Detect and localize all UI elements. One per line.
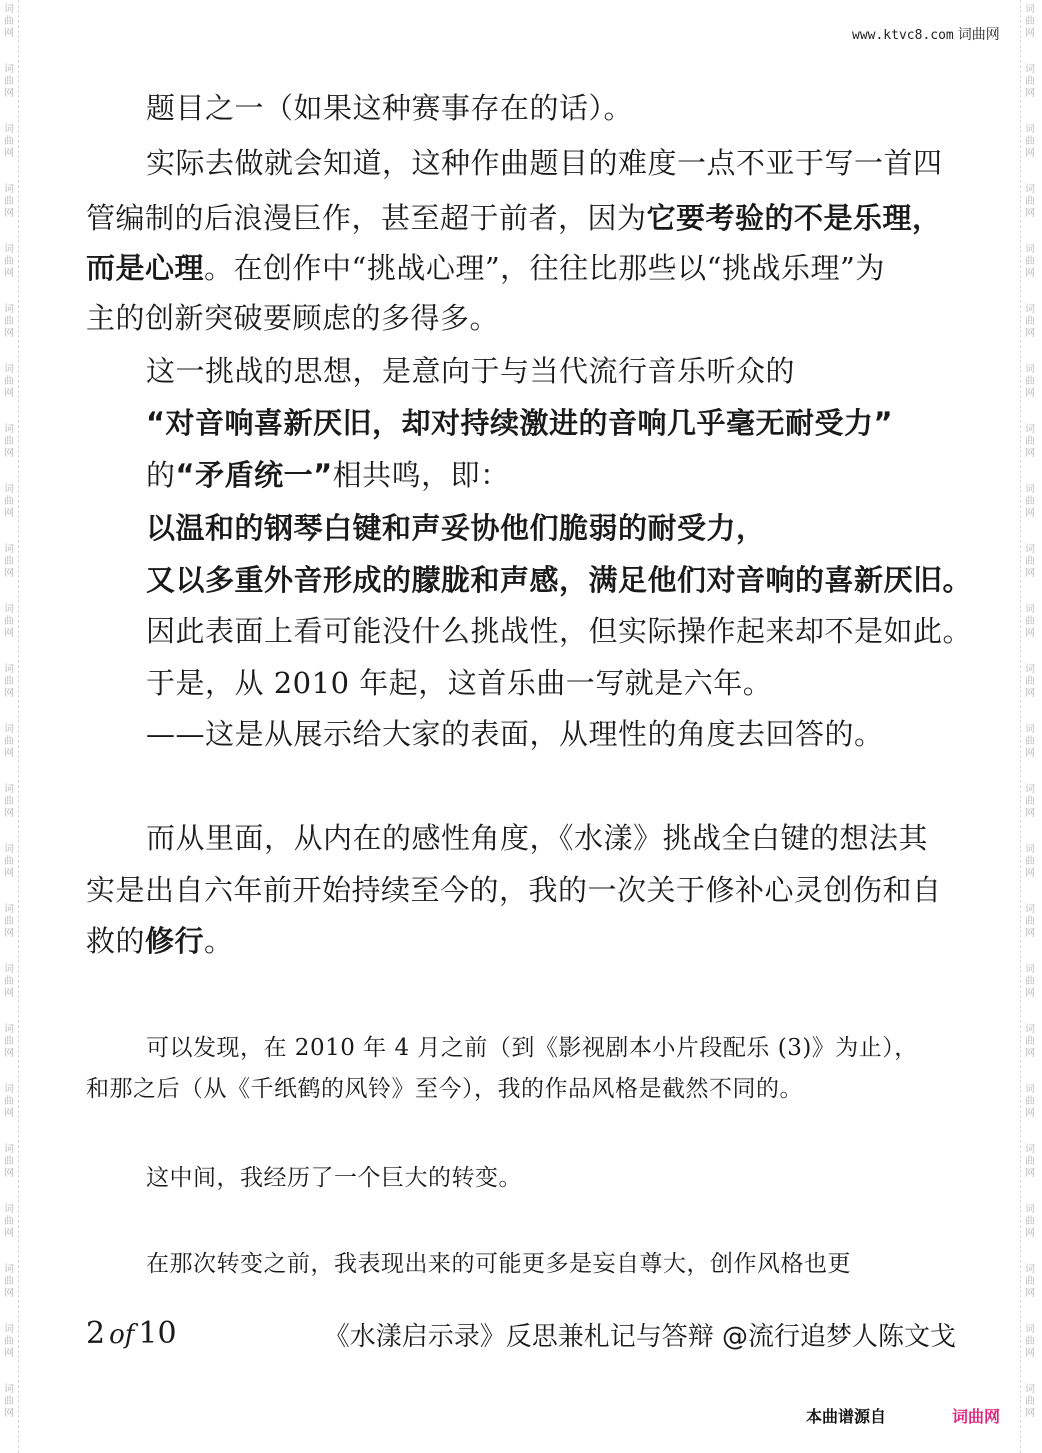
text-line: 以温和的钢琴白键和声妥协他们脆弱的耐受力， [146, 511, 766, 545]
watermark-text: 词曲网 [1025, 784, 1035, 819]
watermark-text: 词曲网 [1025, 1324, 1035, 1359]
text-segment: 管编制的后浪漫巨作，甚至超于前者，因为 [86, 201, 647, 235]
watermark-text: 词曲网 [4, 424, 14, 459]
text-segment: 。 [204, 924, 234, 958]
emphasis-text: “矛盾统一” [175, 458, 333, 492]
text-line: 而从里面，从内在的感性角度，《水漾》挑战全白键的想法其 [146, 821, 929, 855]
watermark-text: 词曲网 [4, 1264, 14, 1299]
header-site-name: 词曲网 [957, 27, 1000, 43]
header-site-mark [852, 24, 1017, 44]
watermark-text: 词曲网 [1025, 904, 1035, 939]
header-site-url: www.ktvc8.com [852, 28, 954, 43]
watermark-text: 词曲网 [4, 4, 14, 39]
text-line [86, 921, 960, 961]
watermark-text: 词曲网 [4, 1024, 14, 1059]
text-line: 实际去做就会知道，这种作曲题目的难度一点不亚于写一首四 [146, 146, 943, 180]
text-segment: 。在创作中“挑战心理”，往往比那些以“挑战乐理”为 [204, 251, 885, 285]
watermark-text: 词曲网 [4, 784, 14, 819]
watermark-text: 词曲网 [1025, 544, 1035, 579]
watermark-text: 词曲网 [1025, 664, 1035, 699]
watermark-text: 词曲网 [4, 724, 14, 759]
text-line: 这中间，我经历了一个巨大的转变。 [146, 1165, 522, 1191]
text-line: 主的创新突破要顾虑的多得多。 [86, 301, 500, 335]
watermark-text: 词曲网 [1025, 184, 1035, 219]
watermark-text: 词曲网 [4, 184, 14, 219]
watermark-text: 词曲网 [1025, 604, 1035, 639]
watermark-text: 词曲网 [1025, 364, 1035, 399]
watermark-text: 词曲网 [4, 244, 14, 279]
watermark-text: 词曲网 [4, 544, 14, 579]
page-number [86, 1316, 177, 1351]
watermark-text: 词曲网 [1025, 484, 1035, 519]
watermark-text: 词曲网 [1025, 1384, 1035, 1419]
watermark-text: 词曲网 [1025, 1264, 1035, 1299]
watermark-text: 词曲网 [4, 964, 14, 999]
text-segment: 救的 [86, 924, 146, 958]
watermark-text: 词曲网 [1025, 724, 1035, 759]
watermark-text: 词曲网 [1025, 1144, 1035, 1179]
text-line: 这一挑战的思想，是意向于与当代流行音乐听众的 [146, 354, 796, 388]
watermark-text: 词曲网 [1025, 1204, 1035, 1239]
emphasis-text: 修行 [145, 924, 205, 958]
watermark-text: 词曲网 [4, 304, 14, 339]
watermark-text: 词曲网 [4, 664, 14, 699]
watermark-text: 词曲网 [1025, 304, 1035, 339]
page-current: 2 [86, 1316, 106, 1351]
watermark-text: 词曲网 [4, 1084, 14, 1119]
text-line: 可以发现，在 2010 年 4 月之前（到《影视剧本小片段配乐 (3)》为止）， [146, 1035, 918, 1061]
watermark-text: 词曲网 [1025, 964, 1035, 999]
text-line [86, 198, 960, 238]
emphasis-text: 而是心理 [86, 251, 205, 285]
watermark-text: 词曲网 [4, 1144, 14, 1179]
left-watermark-strip [0, 0, 19, 1453]
text-line: ——这是从展示给大家的表面，从理性的角度去回答的。 [146, 717, 884, 751]
watermark-text: 词曲网 [4, 844, 14, 879]
text-line: 又以多重外音形成的朦胧和声感，满足他们对音响的喜新厌旧。 [146, 563, 973, 597]
watermark-text: 词曲网 [4, 1204, 14, 1239]
emphasis-text: 它要考验的不是乐理， [646, 201, 942, 235]
watermark-text: 词曲网 [1025, 1084, 1035, 1119]
watermark-text: 词曲网 [1025, 64, 1035, 99]
source-site-link[interactable]: 词曲网 [952, 1407, 1001, 1426]
watermark-text: 词曲网 [4, 604, 14, 639]
text-line [86, 248, 960, 288]
watermark-text: 词曲网 [1025, 1024, 1035, 1059]
text-line: 题目之一（如果这种赛事存在的话）。 [146, 91, 634, 125]
page-total: 10 [138, 1316, 177, 1351]
text-line: 因此表面上看可能没什么挑战性，但实际操作起来却不是如此。 [146, 614, 973, 648]
text-line: 于是，从 2010 年起，这首乐曲一写就是六年。 [146, 666, 773, 700]
watermark-text: 词曲网 [1025, 4, 1035, 39]
text-line: 在那次转变之前，我表现出来的可能更多是妄自尊大，创作风格也更 [146, 1251, 851, 1277]
source-label: 本曲谱源自 [806, 1407, 887, 1426]
page-of: of [109, 1320, 135, 1350]
watermark-text: 词曲网 [1025, 844, 1035, 879]
watermark-text: 词曲网 [4, 1324, 14, 1359]
right-watermark-strip [1020, 0, 1039, 1453]
watermark-text: 词曲网 [1025, 124, 1035, 159]
watermark-text: 词曲网 [4, 364, 14, 399]
watermark-text: 词曲网 [4, 124, 14, 159]
watermark-text: 词曲网 [1025, 424, 1035, 459]
watermark-text: 词曲网 [4, 904, 14, 939]
watermark-text: 词曲网 [1025, 244, 1035, 279]
text-line: 和那之后（从《千纸鹤的风铃》至今），我的作品风格是截然不同的。 [86, 1076, 803, 1102]
text-line: “对音响喜新厌旧，却对持续激进的音响几乎毫无耐受力” [146, 406, 894, 440]
text-line: 实是出自六年前开始持续至今的，我的一次关于修补心灵创伤和自 [86, 873, 942, 907]
document-title: 《水漾启示录》反思兼札记与答辩 @流行追梦人陈文戈 [323, 1322, 956, 1352]
watermark-text: 词曲网 [4, 484, 14, 519]
text-segment: 的 [146, 458, 176, 492]
text-line [146, 455, 960, 495]
watermark-text: 词曲网 [4, 1384, 14, 1419]
text-segment: 相共鸣，即： [332, 458, 510, 492]
watermark-text: 词曲网 [4, 64, 14, 99]
